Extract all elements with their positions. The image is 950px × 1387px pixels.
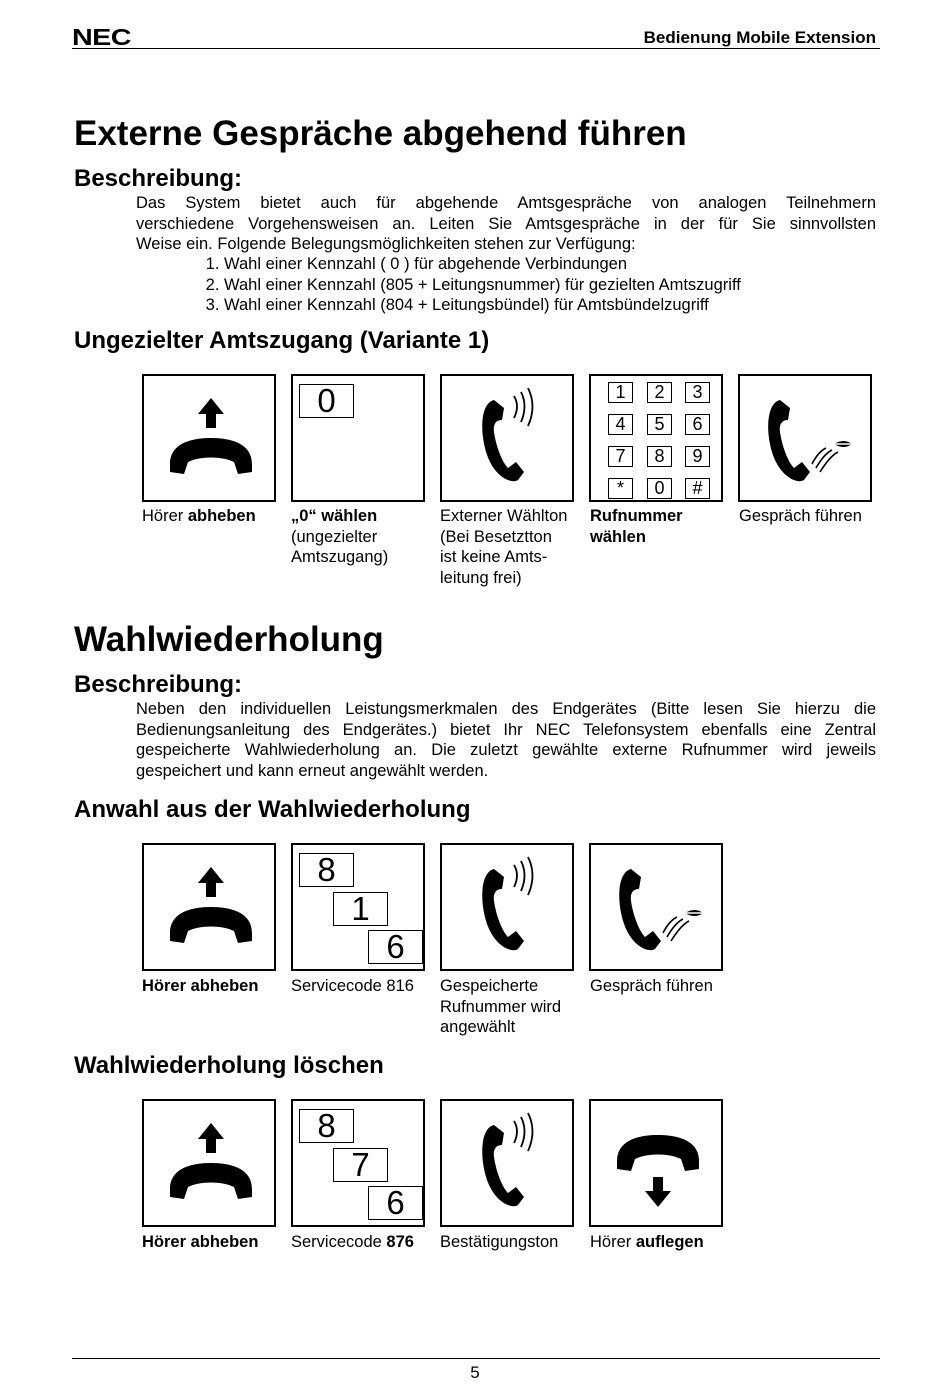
caption-bold: Rufnummer bbox=[590, 507, 683, 525]
description-text-2 bbox=[136, 699, 876, 781]
desc-line: Weise ein. Folgende Belegungsmöglichkeiten stehen zur Verfügung: bbox=[136, 235, 636, 253]
list-item: 3. Wahl einer Kennzahl (804 + Leitungsbündel) für Amtsbündelzugriff bbox=[224, 295, 741, 316]
step-service-code-816 bbox=[291, 843, 425, 971]
redial-title: Anwahl aus der Wahlwiederholung bbox=[74, 796, 471, 823]
caption-text: (ungezielter bbox=[291, 527, 378, 546]
caption-text: Amtszugang) bbox=[291, 548, 389, 566]
desc-line: gespeichert und kann erneut angewählt werden. bbox=[136, 761, 489, 780]
description-heading-1: Beschreibung: bbox=[74, 165, 243, 192]
caption-text: Hörer bbox=[142, 507, 188, 525]
digit-key: 1 bbox=[333, 892, 388, 926]
digit-key: 6 bbox=[368, 930, 423, 964]
description-text-1 bbox=[136, 193, 876, 255]
desc-line: Neben den individuellen Leistungsmerkmalen des Endgerätes (Bitte lesen Sie hierzu die bbox=[136, 700, 876, 718]
lift-handset-icon bbox=[144, 1101, 278, 1229]
keypad-key: 9 bbox=[685, 446, 710, 467]
digit-key: 6 bbox=[368, 1186, 423, 1220]
header-divider bbox=[72, 48, 880, 49]
page-number: 5 bbox=[470, 1363, 480, 1382]
footer-divider bbox=[72, 1358, 880, 1359]
caption-text: Gespräch führen bbox=[739, 507, 862, 525]
caption-lift-handset: Hörer abheben bbox=[142, 1233, 259, 1251]
caption-bold: „0“ wählen bbox=[291, 507, 378, 525]
caption-text: ist keine Amts- bbox=[440, 548, 548, 566]
access-options-list bbox=[200, 254, 741, 316]
talking-handset-icon bbox=[740, 376, 874, 504]
step-lift-handset bbox=[142, 1099, 276, 1227]
lift-handset-icon bbox=[144, 845, 278, 973]
variant1-title: Ungezielter Amtszugang (Variante 1) bbox=[74, 327, 490, 354]
step-service-code-876 bbox=[291, 1099, 425, 1227]
description-heading-2: Beschreibung: bbox=[74, 671, 243, 698]
caption-lift-handset bbox=[142, 506, 287, 527]
list-item: 2. Wahl einer Kennzahl (805 + Leitungsnummer) für gezielten Amtszugriff bbox=[224, 275, 741, 296]
caption-dial-tone bbox=[440, 506, 585, 588]
caption-text: Externer Wählton bbox=[440, 507, 568, 525]
step-conversation bbox=[589, 843, 723, 971]
caption-text: leitung frei) bbox=[440, 568, 522, 587]
header-title: Bedienung Mobile Extension bbox=[643, 28, 876, 47]
keypad-key: # bbox=[685, 478, 710, 499]
desc-line: verschiedene Vorgehensweisen an. Leiten Sie Amtsgespräche in der für Sie sinnvollsten bbox=[136, 214, 876, 233]
desc-line: gespeicherte Wahlwiederholung an. Die zuletzt gewählte externe Rufnummer wird jeweils bbox=[136, 741, 876, 759]
digit-key: 8 bbox=[299, 853, 354, 887]
caption-hang-up bbox=[590, 1232, 735, 1253]
step-dial-tone bbox=[440, 374, 574, 502]
keypad-key: 3 bbox=[685, 382, 710, 403]
caption-bold: auflegen bbox=[635, 1233, 704, 1251]
caption-confirmation-tone: Bestätigungston bbox=[440, 1233, 559, 1251]
ringing-handset-icon bbox=[442, 845, 576, 973]
list-item: 1. Wahl einer Kennzahl ( 0 ) für abgehende Verbindungen bbox=[224, 254, 741, 275]
caption-stored-number bbox=[440, 976, 585, 1038]
caption-service-code bbox=[291, 1232, 436, 1253]
keypad-key: 1 bbox=[608, 382, 633, 403]
step-conversation bbox=[738, 374, 872, 502]
caption-text: Hörer bbox=[590, 1233, 636, 1251]
step-lift-handset bbox=[142, 374, 276, 502]
step-dial-zero bbox=[291, 374, 425, 502]
caption-text: Gespeicherte bbox=[440, 977, 539, 995]
section-title-external-calls: Externe Gespräche abgehend führen bbox=[74, 114, 687, 153]
desc-line: Bedienungsanleitung des Endgerätes.) bietet Ihr NEC Telefonsystem ebenfalls eine Zentral bbox=[136, 720, 876, 739]
keypad-key: 6 bbox=[685, 414, 710, 435]
caption-conversation: Gespräch führen bbox=[590, 977, 713, 995]
desc-line: Das System bietet auch für abgehende Amtsgespräche von analogen Teilnehmern bbox=[136, 194, 876, 212]
caption-text: (Bei Besetztton bbox=[440, 527, 552, 546]
caption-conversation bbox=[739, 506, 884, 527]
hang-up-handset-icon bbox=[591, 1101, 725, 1229]
talking-handset-icon bbox=[591, 845, 725, 973]
keypad-key: 5 bbox=[647, 414, 672, 435]
nec-logo: NEC bbox=[72, 24, 131, 50]
keypad-key: 8 bbox=[647, 446, 672, 467]
step-lift-handset bbox=[142, 843, 276, 971]
caption-dial-number bbox=[590, 506, 735, 547]
step-stored-number bbox=[440, 843, 574, 971]
keypad-key: 4 bbox=[608, 414, 633, 435]
caption-bold: wählen bbox=[590, 527, 646, 546]
caption-text: Rufnummer wird bbox=[440, 997, 562, 1016]
caption-dial-zero bbox=[291, 506, 436, 568]
caption-text: Servicecode bbox=[291, 1233, 387, 1251]
step-confirmation-tone bbox=[440, 1099, 574, 1227]
keypad-key: 2 bbox=[647, 382, 672, 403]
digit-key: 7 bbox=[333, 1148, 388, 1182]
caption-service-code: Servicecode 816 bbox=[291, 977, 414, 995]
step-dial-number bbox=[589, 374, 723, 502]
section-title-redial: Wahlwiederholung bbox=[74, 620, 384, 659]
keypad-key: 7 bbox=[608, 446, 633, 467]
caption-bold: abheben bbox=[187, 507, 256, 525]
step-hang-up bbox=[589, 1099, 723, 1227]
ringing-handset-icon bbox=[442, 1101, 576, 1229]
keypad-key: 0 bbox=[647, 478, 672, 499]
digit-key: 8 bbox=[299, 1109, 354, 1143]
lift-handset-icon bbox=[144, 376, 278, 504]
ringing-handset-icon bbox=[442, 376, 576, 504]
caption-bold: 876 bbox=[386, 1233, 414, 1251]
clear-redial-title: Wahlwiederholung löschen bbox=[74, 1052, 384, 1079]
digit-key: 0 bbox=[299, 384, 354, 418]
caption-text: angewählt bbox=[440, 1018, 516, 1036]
keypad-key: * bbox=[608, 478, 633, 499]
caption-lift-handset: Hörer abheben bbox=[142, 977, 259, 995]
